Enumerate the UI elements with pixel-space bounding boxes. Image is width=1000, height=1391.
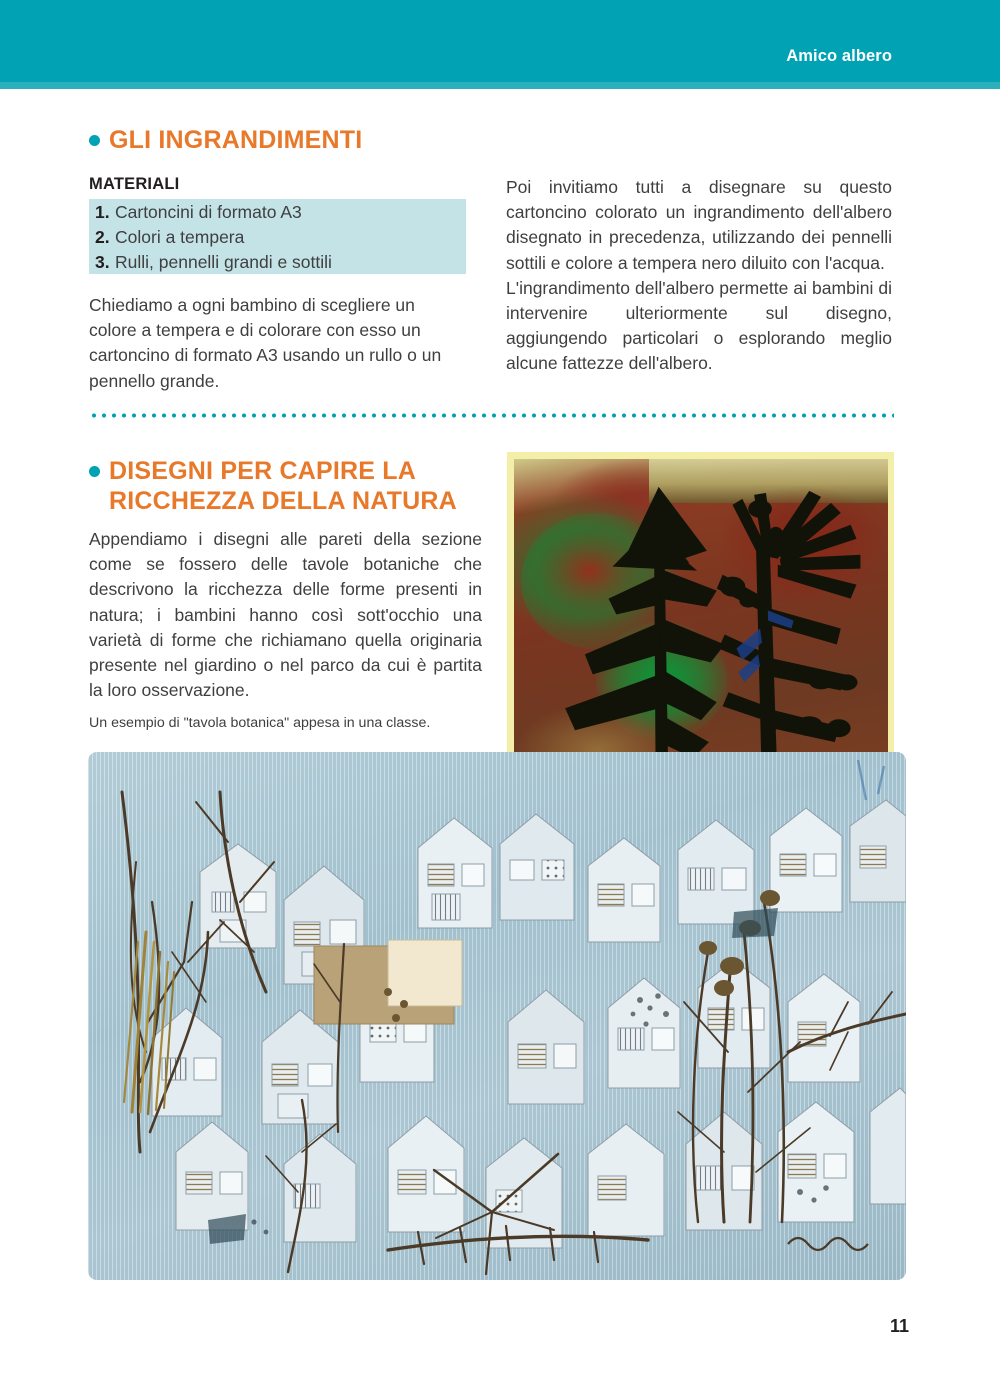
list-item-number: 2. — [95, 227, 110, 247]
materials-label: MATERIALI — [89, 175, 180, 193]
section-heading-ingrandimenti — [89, 126, 362, 156]
body-paragraph-left-one — [89, 293, 467, 394]
figure-collage-photo — [88, 752, 906, 1280]
dotted-divider — [89, 413, 894, 418]
header-band — [0, 0, 1000, 82]
running-head: Amico albero — [786, 47, 892, 65]
body-paragraph-left-two — [89, 527, 482, 703]
section-heading-disegni — [89, 457, 489, 516]
section-heading-label: GLI INGRANDIMENTI — [109, 126, 363, 154]
list-item-number: 1. — [95, 202, 110, 222]
painting-trees-illustration — [514, 459, 888, 798]
bullet-dot-icon — [89, 135, 100, 146]
paragraph-text: Poi invitiamo tutti a disegnare su questo cartoncino colorato un ingrandimento dell'albero disegnato in precedenza, utilizzando dei pennelli sottili e colore a tempera nero diluito con l'acqua. — [506, 177, 892, 273]
list-item — [89, 225, 466, 250]
list-item-number: 3. — [95, 252, 110, 272]
materials-list — [89, 200, 466, 275]
list-item — [89, 200, 466, 225]
section-heading-label — [109, 457, 457, 516]
list-item-label: Rulli, pennelli grandi e sottili — [115, 252, 332, 272]
section-heading-line-1: DISEGNI PER CAPIRE LA — [109, 457, 417, 485]
body-paragraph-right — [506, 175, 892, 377]
list-item-label: Cartoncini di formato A3 — [115, 202, 302, 222]
photo-caption: Un esempio di "tavola botanica" appesa in una classe. — [89, 715, 431, 731]
page-number: 11 — [889, 1316, 909, 1336]
section-heading-line-2: RICCHEZZA DELLA NATURA — [109, 486, 457, 515]
painting-canvas — [514, 459, 888, 798]
paragraph-text: Chiediamo a ogni bambino di scegliere un colore a tempera e di colorare con esso un cartoncino di formato A3 usando un rullo o un pennello grande. — [89, 295, 442, 391]
list-item-label: Colori a tempera — [115, 227, 245, 247]
bullet-dot-icon — [89, 466, 100, 477]
header-band-underline — [0, 82, 1000, 89]
list-item — [89, 250, 466, 275]
collage-illustration — [88, 752, 906, 1280]
paragraph-text: Appendiamo i disegni alle pareti della sezione come se fossero delle tavole botaniche che descrivono la ricchezza delle forme presenti in natura; i bambini hanno così sott'occhio una varietà di forme che richiamano quella originaria presente nel giardino o nel parco da cui è partita la loro osservazione. — [89, 529, 482, 701]
paragraph-text: L'ingrandimento dell'albero permette ai bambini di intervenire ulteriormente sul disegno, aggiungendo particolari o esplorando meglio alcune fattezze dell'albero. — [506, 277, 892, 374]
